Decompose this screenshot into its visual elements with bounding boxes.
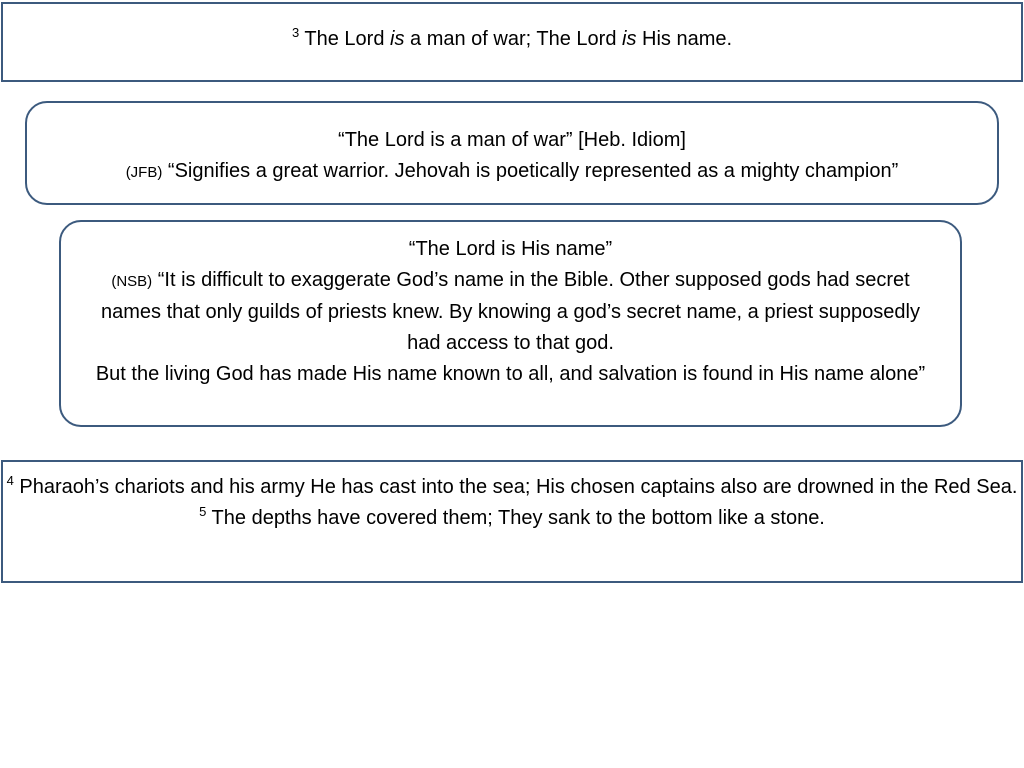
verse-3-box: [1, 2, 1023, 82]
verse-3-text: $^3$ The Lord is a man of war; The Lord is His name.: [291, 25, 733, 50]
jfb-commentary-box: [25, 101, 999, 205]
nsb-quote-conclusion: But the living God has made His name known to all, and salvation is found in His name alone”: [95, 363, 926, 385]
jfb-quote-line: [27, 156, 997, 188]
verse-4-text: $^4$ Pharaoh’s chariots and his army He has cast into the sea; His chosen captains also are drowned in the Red Sea.: [6, 473, 1018, 498]
verses-4-5-box: [1, 460, 1023, 583]
verse-5-text: $^5$ The depths have covered them; They sank to the bottom like a stone.: [199, 504, 825, 529]
nsb-commentary-box: [59, 220, 962, 427]
nsb-quote-paragraph: [91, 265, 930, 359]
verse-4-number: 4: [6, 473, 14, 488]
nsb-quote: “It is difficult to exaggerate God’s name in the Bible. Other supposed gods had secret names that only guilds of priests knew. By knowing a god’s secret name, a priest supposedly had access to that god.: [101, 269, 920, 354]
verse-5-number: 5: [199, 504, 207, 519]
jfb-quote: “Signifies a great warrior. Jehovah is poetically represented as a mighty champion”: [167, 160, 899, 182]
jfb-source: (JFB): [125, 164, 163, 181]
jfb-title: “The Lord is a man of war” [Heb. Idiom]: [338, 129, 686, 151]
nsb-title: “The Lord is His name”: [408, 238, 613, 260]
nsb-source: (NSB): [111, 273, 153, 290]
verse-3-number: 3: [291, 25, 300, 40]
